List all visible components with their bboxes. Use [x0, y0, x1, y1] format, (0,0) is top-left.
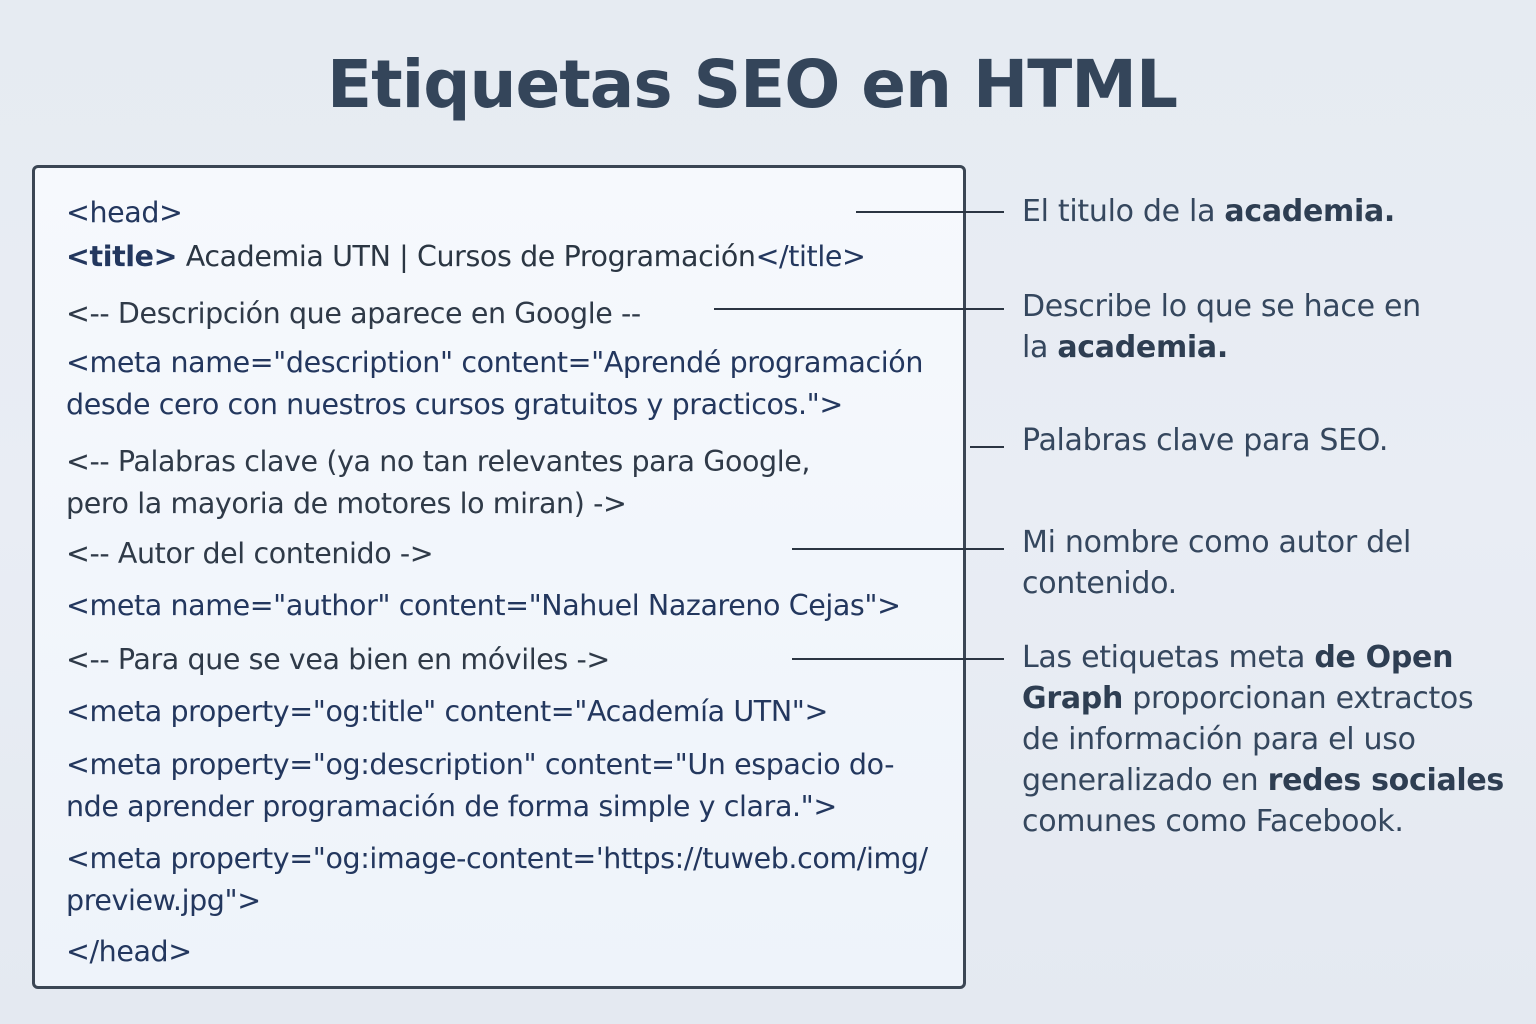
code-meta-og-description-2: nde aprender programación de forma simple y clara.">	[66, 790, 837, 823]
code-title-line	[66, 236, 865, 278]
code-meta-og-image-2: preview.jpg">	[66, 884, 261, 917]
code-title-text: Academia UTN | Cursos de Programación	[177, 240, 756, 273]
code-panel	[32, 165, 966, 989]
code-meta-og-title: <meta property="og:title" content="Academía UTN">	[66, 695, 828, 728]
connector-title	[856, 211, 1004, 213]
code-comment-description: <-- Descripción que aparece en Google --	[66, 297, 641, 330]
connector-og	[792, 658, 1004, 660]
note-keywords: Palabras clave para SEO.	[1022, 423, 1389, 458]
code-comment-keywords-1: <-- Palabras clave (ya no tan relevantes para Google,	[66, 445, 811, 478]
code-comment-keywords-2: pero la mayoria de motores lo miran) ->	[66, 487, 627, 520]
code-meta-description-2: desde cero con nuestros cursos gratuitos y practicos.">	[66, 388, 843, 421]
code-comment-mobile: <-- Para que se vea bien en móviles ->	[66, 643, 610, 676]
code-head-open: <head>	[66, 196, 183, 229]
code-meta-description-1: <meta name="description" content="Aprendé programación	[66, 346, 923, 379]
code-head-close: </head>	[66, 935, 192, 968]
connector-author	[792, 548, 1004, 550]
code-meta-og-image-1: <meta property="og:image-content='https://tuweb.com/img/	[66, 842, 928, 875]
code-meta-author: <meta name="author" content="Nahuel Nazareno Cejas">	[66, 589, 901, 622]
code-title-open: <title>	[66, 240, 178, 273]
note-open-graph: Las etiquetas meta de Open Graph proporcionan extractos de información para el uso generalizado en redes sociales comunes como Facebook.	[1022, 640, 1504, 839]
note-description: Describe lo que se hace en la academia.	[1022, 289, 1421, 365]
connector-description	[714, 308, 1004, 310]
note-title: El titulo de la academia.	[1022, 194, 1395, 229]
page-title: Etiquetas SEO en HTML	[326, 46, 1178, 123]
note-author: Mi nombre como autor del contenido.	[1022, 525, 1412, 601]
code-title-close: </title>	[755, 240, 866, 273]
code-meta-og-description-1: <meta property="og:description" content="Un espacio do-	[66, 748, 895, 781]
code-comment-author: <-- Autor del contenido ->	[66, 537, 434, 570]
connector-keywords	[970, 446, 1004, 448]
